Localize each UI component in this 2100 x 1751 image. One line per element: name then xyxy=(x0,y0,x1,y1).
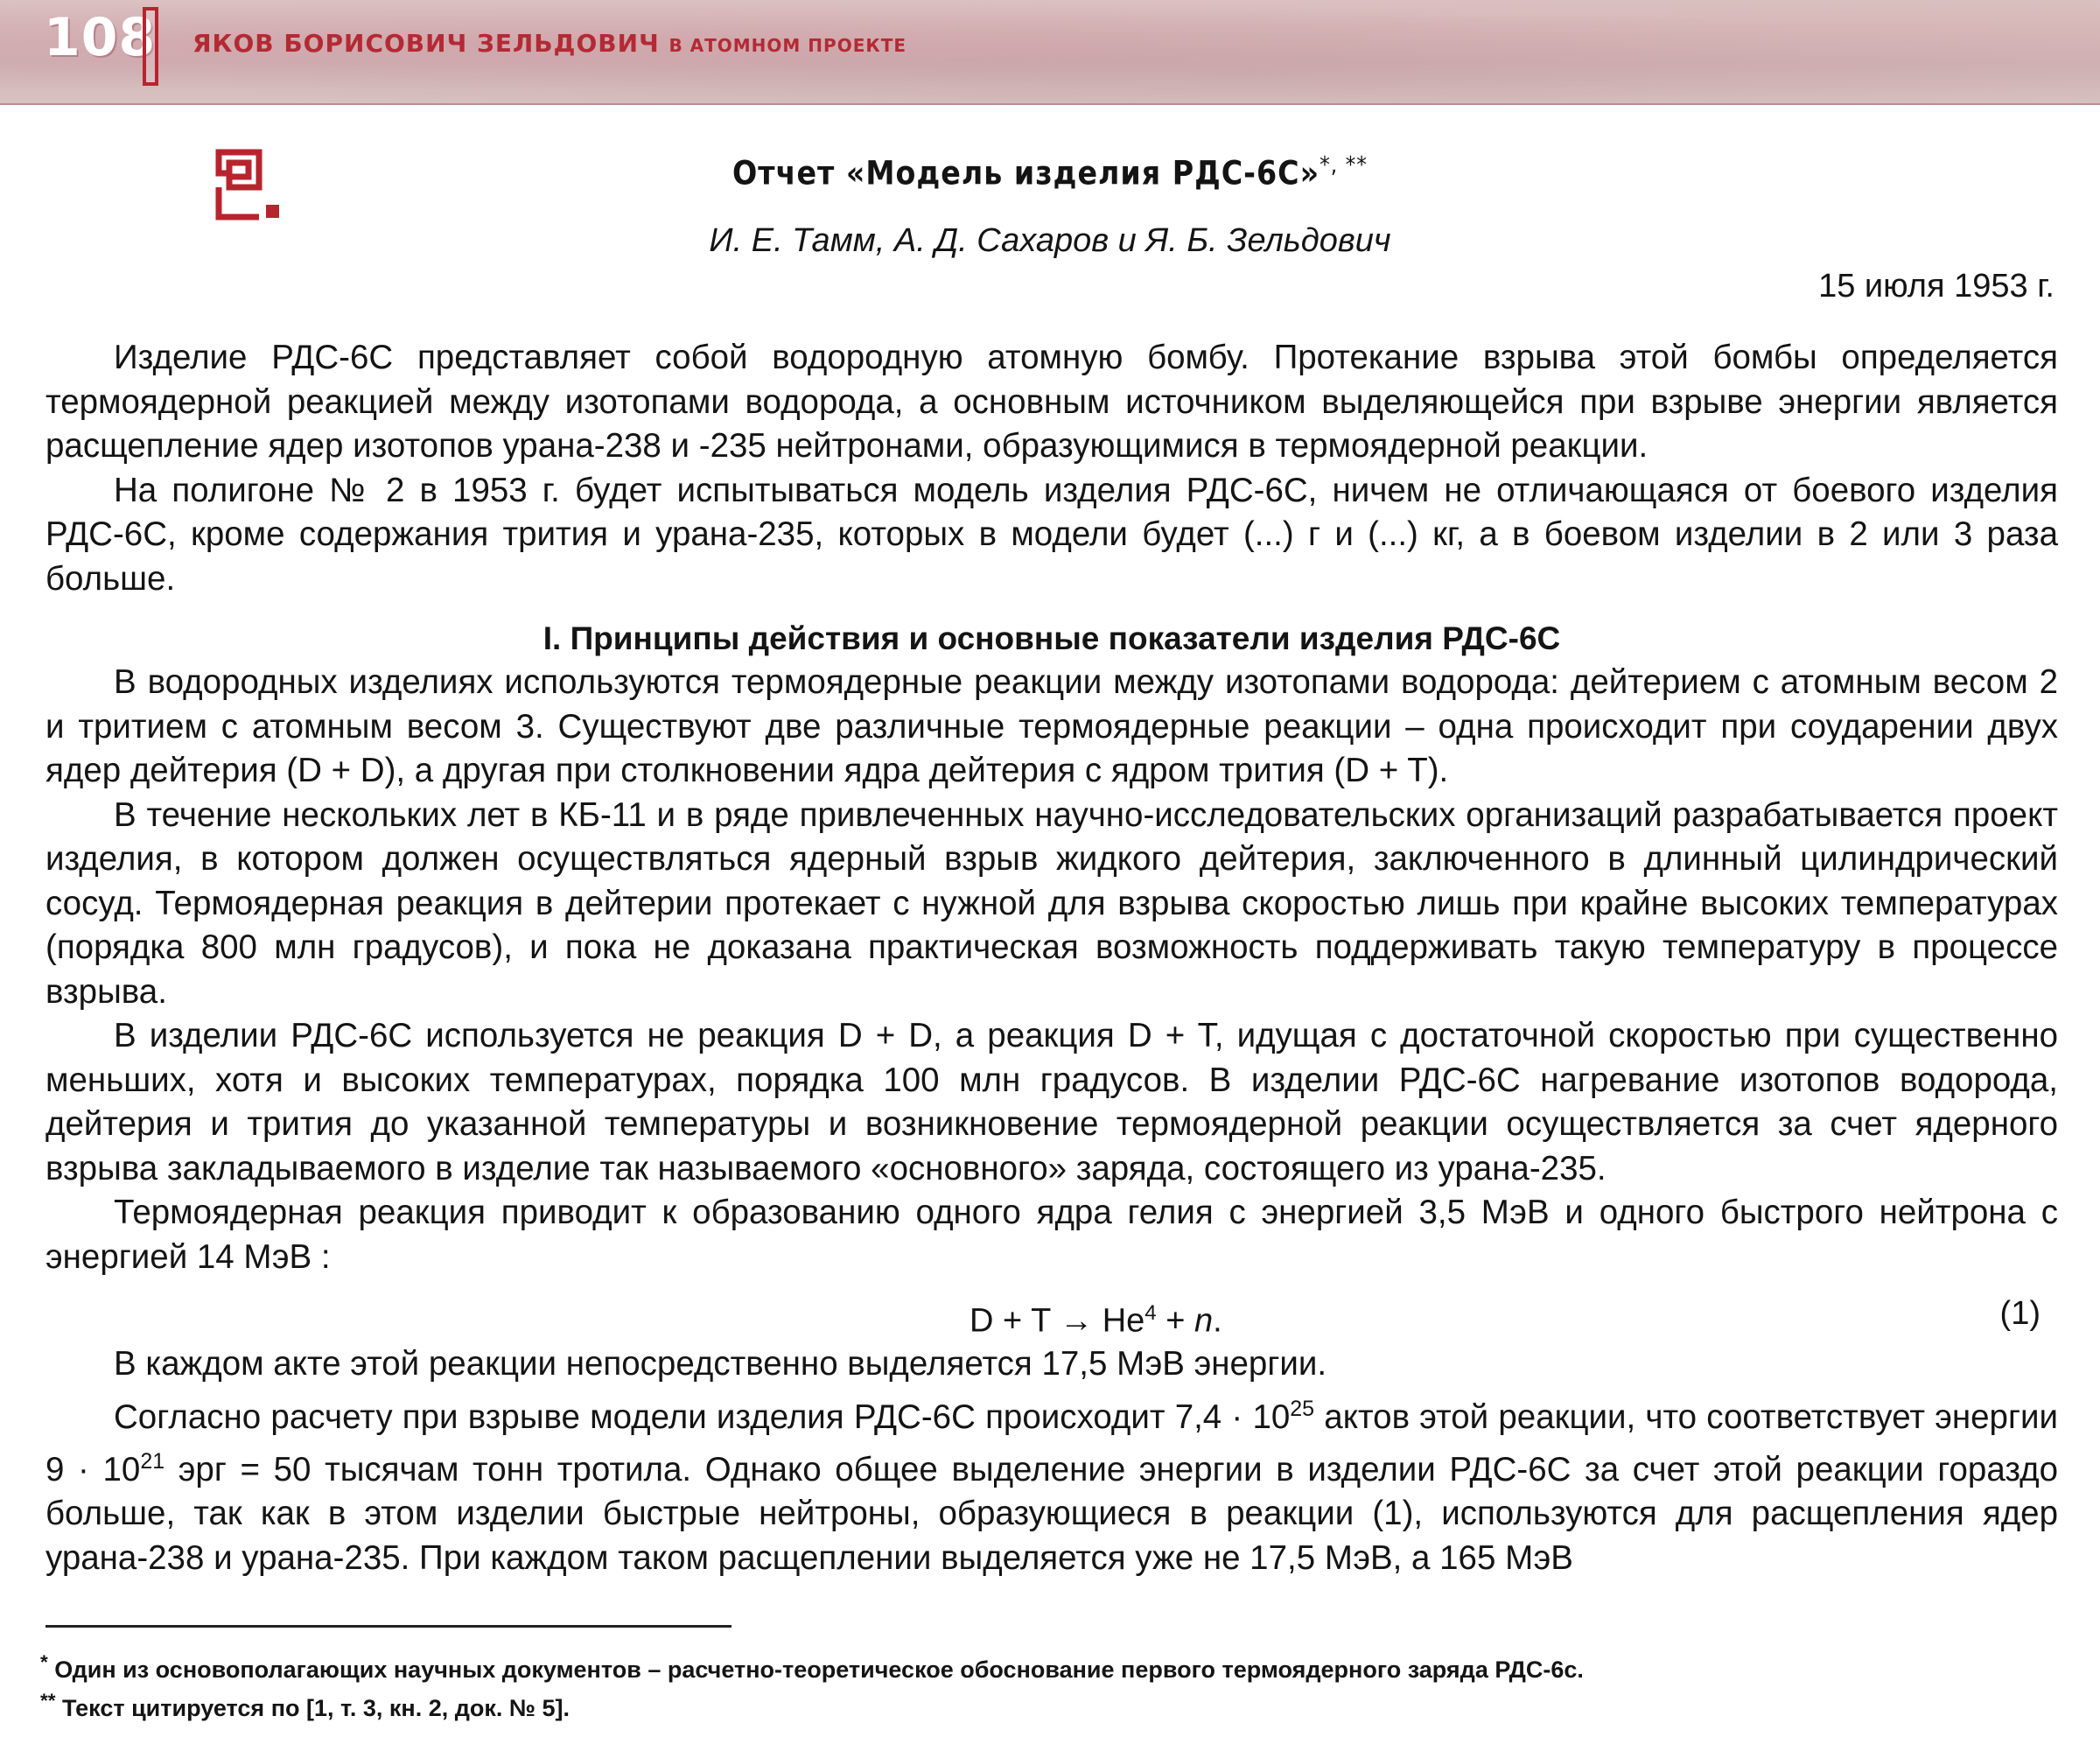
section-heading: I. Принципы действия и основные показатели изделия РДС-6С xyxy=(542,620,1561,656)
paragraph: В изделии РДС-6С используется не реакция D + D, а реакция D + T, идущая с достаточной скоростью при существенно меньших, хотя и высоких температурах, порядка 100 млн градусов. В изделии РДС-6С нагревание изотопов водорода, дейтерия и трития до указанной температуры и возникновение термоядерной реакции осуществляется за счет ядерного взрыва закладываемого в изделие так называемого «основного» заряда, состоящего из урана-235. xyxy=(46,1017,2058,1187)
paragraph: В каждом акте этой реакции непосредственно выделяется 17,5 МэВ энергии. xyxy=(114,1345,1327,1383)
running-title-tail: В АТОМНОМ ПРОЕКТЕ xyxy=(668,35,907,56)
document-title-text: Отчет «Модель изделия РДС-6С» xyxy=(732,154,1320,193)
title-footnote-marks: *, ** xyxy=(1320,152,1368,179)
equation-neutron: n xyxy=(1194,1302,1214,1340)
paragraph: Термоядерная реакция приводит к образованию одного ядра гелия с энергией 3,5 МэВ и одного быстрого нейтрона с энергией 14 МэВ : xyxy=(46,1194,2058,1276)
equation-left: D + T → He xyxy=(970,1302,1145,1340)
paragraph: В водородных изделиях используются термоядерные реакции между изотопами водорода: дейтерием с атомным весом 2 и тритием с атомным весом 3. Существуют две различные термоядерные реакции – одна происходит при соударении двух ядер дейтерия (D + D), а другая при столкновении ядра дейтерия с ядром трития (D + T). xyxy=(46,663,2058,789)
exponent: 21 xyxy=(140,1448,165,1474)
exponent: 25 xyxy=(1290,1396,1315,1421)
footnote-text: Один из основополагающих научных документов – расчетно-теоретическое обоснование первого термоядерного заряда РДС-6с. xyxy=(47,1656,1584,1683)
footnote-text: Текст цитируется по [1, т. 3, кн. 2, док. № 5]. xyxy=(55,1695,570,1721)
paragraph xyxy=(46,1387,2058,1581)
document-title xyxy=(0,152,2100,192)
document-body xyxy=(46,336,2058,1580)
header-ornament-bar xyxy=(143,7,158,86)
text-run: актов этой реакции, что соответствует энергии 9 · 10 xyxy=(46,1397,2058,1488)
footnote-mark: * xyxy=(40,1651,48,1673)
paragraph: Изделие РДС-6С представляет собой водородную атомную бомбу. Протекание взрыва этой бомбы определяется термоядерной реакцией между изотопами водорода, а основным источником выделяющейся при взрыве энергии является расщепление ядер изотопов урана-238 и -235 нейтронами, образующимися в термоядерной реакции. xyxy=(46,339,2058,465)
paragraph: На полигоне № 2 в 1953 г. будет испытываться модель изделия РДС-6С, ничем не отличающаяся от боевого изделия РДС-6С, кроме содержания трития и урана-235, которых в модели будет (...) г и (...) кг, а в боевом изделии в 2 или 3 раза больше. xyxy=(46,471,2058,598)
equation-formula xyxy=(970,1285,1222,1350)
footnote-item xyxy=(40,1647,1584,1685)
footnotes xyxy=(40,1647,1584,1724)
equation-superscript: 4 xyxy=(1144,1301,1157,1325)
footnote-item xyxy=(40,1685,1584,1724)
running-title-main: ЯКОВ БОРИСОВИЧ ЗЕЛЬДОВИЧ xyxy=(192,29,660,58)
footnote-mark: ** xyxy=(40,1690,56,1712)
equation-end: . xyxy=(1213,1302,1222,1340)
footnote-divider xyxy=(46,1625,732,1628)
text-run: Согласно расчету при взрыве модели изделия РДС-6С происходит 7,4 · 10 xyxy=(114,1397,1291,1436)
paragraph: В течение нескольких лет в КБ-11 и в ряде привлеченных научно-исследовательских организаций разрабатывается проект изделия, в котором должен осуществляться ядерный взрыв жидкого дейтерия, заключенного в длинный цилиндрический сосуд. Термоядерная реакция в дейтерии протекает с нужной для взрыва скоростью лишь при крайне высоких температурах (порядка 800 млн градусов), и пока не доказана практическая возможность поддерживать такую температуру в процессе взрыва. xyxy=(46,795,2058,1011)
equation xyxy=(46,1285,2058,1342)
text-run: эрг = 50 тысячам тонн тротила. Однако общее выделение энергии в изделии РДС-6С за счет этой реакции гораздо больше, так как в этом изделии быстрые нейтроны, образующиеся в реакции (1), используются для расщепления ядер урана-238 и урана-235. При каждом таком расщеплении выделяется уже не 17,5 МэВ, а 165 МэВ xyxy=(46,1450,2059,1577)
equation-number: (1) xyxy=(1999,1295,2040,1332)
equation-plus: + xyxy=(1156,1302,1194,1340)
document-date: 15 июля 1953 г. xyxy=(1818,268,2054,305)
running-title xyxy=(192,29,906,58)
document-authors: И. Е. Тамм, А. Д. Сахаров и Я. Б. Зельдович xyxy=(709,222,1391,259)
page-number: 108 xyxy=(44,7,157,68)
page-header xyxy=(0,0,2100,105)
